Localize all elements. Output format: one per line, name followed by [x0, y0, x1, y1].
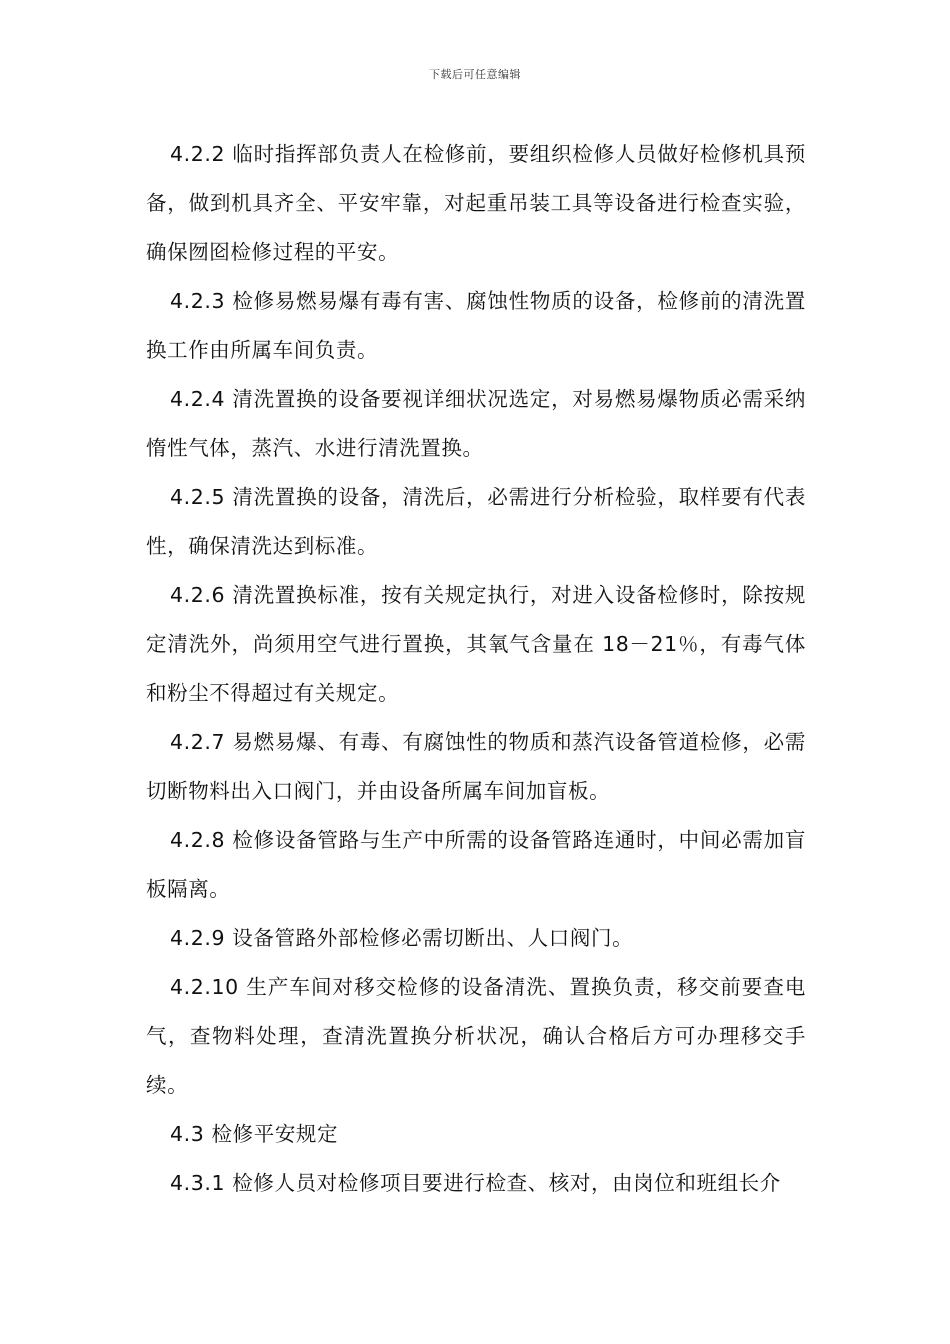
paragraph-4-2-5: 4.2.5 清洗置换的设备，清洗后，必需进行分析检验，取样要有代表性，确保清洗达到标准。: [146, 485, 806, 558]
paragraph-4-2-2: 4.2.2 临时指挥部负责人在检修前，要组织检修人员做好检修机具预备，做到机具齐全、平安牢靠，对起重吊装工具等设备进行检查实验，确保囫囵检修过程的平安。: [146, 142, 806, 264]
paragraph-4-3-1: 4.3.1 检修人员对检修项目要进行检查、核对，由岗位和班组长介: [170, 1171, 781, 1195]
paragraph-4-2-10: 4.2.10 生产车间对移交检修的设备清洗、置换负责，移交前要查电气，查物料处理，查清洗置换分析状况，确认合格后方可办理移交手续。: [146, 975, 806, 1097]
paragraph-4-2-8: 4.2.8 检修设备管路与生产中所需的设备管路连通时，中间必需加盲板隔离。: [146, 828, 806, 901]
paragraph-4-2-4: 4.2.4 清洗置换的设备要视详细状况选定，对易燃易爆物质必需采纳惰性气体，蒸汽、水进行清洗置换。: [146, 387, 806, 460]
page-header-note: 下载后可任意编辑: [429, 68, 521, 81]
paragraph-4-2-6: 4.2.6 清洗置换标准，按有关规定执行，对进入设备检修时，除按规定清洗外，尚须用空气进行置换，其氧气含量在 18－21％，有毒气体和粉尘不得超过有关规定。: [146, 583, 806, 705]
section-heading-4-3: 4.3 检修平安规定: [170, 1122, 339, 1146]
paragraph-4-2-7: 4.2.7 易燃易爆、有毒、有腐蚀性的物质和蒸汽设备管道检修，必需切断物料出入口阀门，并由设备所属车间加盲板。: [146, 730, 806, 803]
paragraph-4-2-9: 4.2.9 设备管路外部检修必需切断出、人口阀门。: [170, 926, 634, 950]
paragraph-4-2-3: 4.2.3 检修易燃易爆有毒有害、腐蚀性物质的设备，检修前的清洗置换工作由所属车间负责。: [146, 289, 806, 362]
document-body: [146, 130, 806, 1208]
